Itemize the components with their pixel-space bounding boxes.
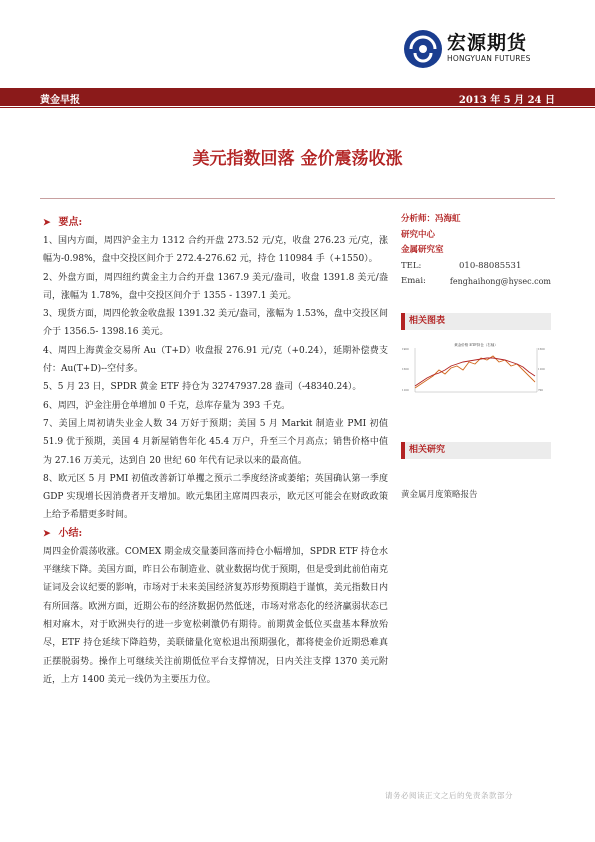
analyst-name: 分析师：冯海虹 [401,214,461,224]
point-item: 3、现货方面，周四伦敦金收盘报 1391.32 美元/盎司，涨幅为 1.53%，盘中交投区间介于 1356.5- 1398.16 美元。 [43,309,388,338]
svg-text:1900: 1900 [402,348,409,351]
related-research-link[interactable]: 黄金属月度策略报告 [401,490,478,500]
title-divider [40,198,555,199]
logo-mark-icon [403,29,443,69]
related-research-header: 相关研究 [401,442,551,459]
svg-text:1100: 1100 [538,368,545,371]
logo-text-cn: 宏源期货 [447,32,528,54]
svg-text:1100: 1100 [402,389,409,392]
main-content [43,214,388,689]
summary-heading: ➤ 小结: [43,527,83,539]
tel-value: 010-88085531 [459,260,522,271]
arrow-icon: ➤ [43,218,51,228]
logo-text-en: HONGYUAN FUTURES [447,54,531,63]
header-divider [0,107,595,108]
svg-text:1500: 1500 [538,348,545,351]
point-item: 1、国内方面，周四沪金主力 1312 合约开盘 273.52 元/克，收盘 276.23 元/克，涨幅为-0.98%，盘中交投区间介于 272.4-276.62 元，持仓 110984 手（+1550）。 [43,236,388,265]
report-date: 2013 年 5 月 24 日 [458,95,555,106]
arrow-icon: ➤ [43,528,51,539]
sidebar-contact [401,212,551,290]
svg-text:700: 700 [538,389,543,392]
point-item: 8、欧元区 5 月 PMI 初值改善新订单攫之预示二季度经济或萎缩；英国确认第一季度 GDP 实现增长因消费者开支增加。欧元集团主席周四表示，欧元区可能会在财政政策上给予希腊更多时间。 [43,473,388,521]
report-type: 黄金早报 [40,95,80,106]
company-logo [403,25,553,75]
points-heading: ➤ 要点: [43,217,83,228]
page-title: 美元指数回落 金价震荡收涨 [192,149,403,169]
related-chart [401,340,551,398]
chart-section-header: 相关图表 [401,313,551,330]
email-row [401,274,551,290]
point-item: 5、5 月 23 日，SPDR 黄金 ETF 持仓为 32747937.28 盎司（-48340.24）。 [43,382,362,393]
point-item: 7、美国上周初请失业金人数 34 万好于预期；美国 5 月 Markit 制造业 PMI 初值 51.9 优于预期，美国 4 月新屋销售年化 45.4 万户，升至三个月高点；销售价格中值为 27.16 万美元，达到自 20 世纪 60 年代有记录以来的最高值。 [43,418,388,466]
footer-disclaimer: 请务必阅读正文之后的免责条款部分 [385,791,513,800]
department: 研究中心 [401,229,436,240]
point-item: 4、周四上海黄金交易所 Au（T+D）收盘报 276.91 元/克（+0.24），延期补偿费支付：Au(T+D)--空付多。 [43,345,388,375]
chart-legend: 黄金价格 ETF持仓（右轴） [454,343,498,347]
email-label: Emai: [401,276,426,286]
tel-row [401,259,551,275]
point-item: 2、外盘方面，周四纽约黄金主力合约开盘 1367.9 美元/盎司，收盘 1391.8 美元/盎司，涨幅为 1.78%，盘中交投区间介于 1355 - 1397.1 美元。 [43,272,388,301]
tel-label: TEL: [401,260,422,271]
point-item: 6、周四，沪金注册仓单增加 0 千克，总库存量为 393 千克。 [43,400,291,411]
summary-text: 周四金价震荡收涨。COMEX 期金成交量萎回落而持仓小幅增加，SPDR ETF 持仓水平继续下降。美国方面，昨日公布制造业、就业数据均优于预期，但是受到此前伯南克证词及会议纪要的影响，市场对于未来美国经济复苏形势预期趋于谨慎，美元指数日内有所回落。欧洲方面，近期公布的经济数据仍然低迷，市场对常态化的经济赢弱状态已相对麻木，对于欧洲央行的进一步宽松刺激仍有期待。前期黄金低位买盘基本释放殆尽，ETF 持仓延续下降趋势，美联储量化宽松退出预期强化，都将使金价近期恐难真正摆脱弱势。操作上可继续关注前期低位平台支撑情况，日内关注支撑 1370 美元附近，上方 1400 美元一线仍为主要压力位。 [43,546,388,685]
email-value: fenghaihong@hysec.com [449,277,551,286]
team-name: 金属研究室 [401,245,444,255]
svg-text:1500: 1500 [402,368,409,371]
